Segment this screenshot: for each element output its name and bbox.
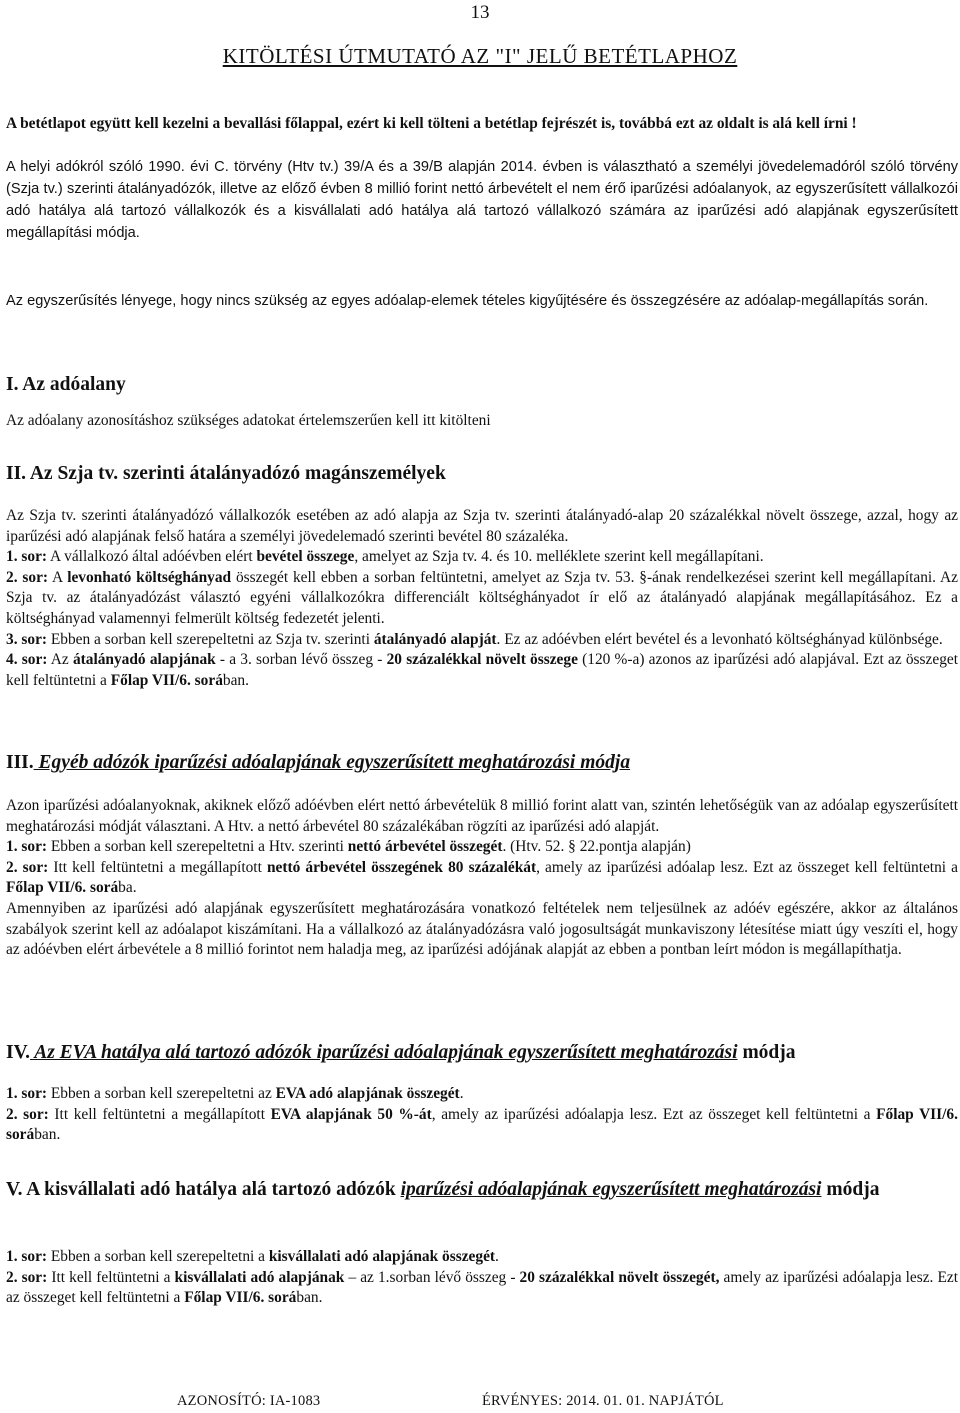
section-4-row-1 xyxy=(6,1084,958,1105)
row-label: 4. sor: xyxy=(6,651,48,669)
row-text: . xyxy=(495,1248,499,1265)
row-bold-text: EVA adó alapjának összegét xyxy=(275,1085,460,1102)
row-text: - a 3. sorban lévő összeg - xyxy=(215,651,387,669)
row-text: . xyxy=(459,1085,464,1102)
section-2-row-1 xyxy=(6,547,958,568)
row-bold-text: EVA alapjának 50 %-át xyxy=(270,1105,432,1123)
section-4-heading xyxy=(6,1040,958,1066)
row-text: A vállalkozó által adóévben elért xyxy=(47,548,257,566)
row-bold-text: kisvállalati adó alapjának összegét xyxy=(268,1248,496,1265)
section-2-intro: Az Szja tv. szerinti átalányadózó vállalkozók esetében az adó alapja az Szja tv. szerinti átalányadó-alap 20 százalékkal növelt összege, azzal, hogy az iparűzési adó alapjának felső határa a személyi jövedelemadó szerinti bevétel 80 százaléka. xyxy=(6,507,958,545)
row-text: Az xyxy=(47,651,73,669)
page-title: KITÖLTÉSI ÚTMUTATÓ AZ "I" JELŰ BETÉTLAPHOZ xyxy=(222,44,738,68)
row-label: 3. sor: xyxy=(6,630,48,648)
row-bold-text: nettó árbevétel összegének 80 százalékát xyxy=(266,858,537,876)
row-text: Ebben a sorban kell szerepeltetni az xyxy=(47,1085,276,1102)
row-text: összegét kell ebben a sorban feltüntetni, amelyet az Szja tv. 53. §-ának rendelkezései szerint kell megállapítani. Az Szja tv. az átalányadózást választó egyéni vállalkozókra differenciált költséghányadot ír elő az átalányadó alapjának megállapításához. Ez a költséghányad valamennyi felmerült költség fedezetét jelenti. xyxy=(6,568,958,627)
heading-text: V. A kisvállalati adó hatálya alá tartozó adózók xyxy=(6,1179,401,1200)
row-text: amely az iparűzési adóalapja lesz. Ezt az összeget kell feltüntetni a xyxy=(6,1268,958,1307)
intro-paragraph-3 xyxy=(6,290,958,312)
intro-p2-sans-text: A helyi adókról szóló 1990. évi C. törvény (Htv tv.) 39/A és a 39/B alapján 2014. évben is választható a személyi jövedelemadóról szóló törvény (Szja tv.) xyxy=(6,159,958,197)
heading-tail: módja xyxy=(821,1179,880,1200)
heading-number: III. xyxy=(6,752,34,773)
row-bold-text: átalányadó alapját xyxy=(373,630,497,648)
page-number: 13 xyxy=(470,2,490,23)
row-text: Ebben a sorban kell szerepeltetni az Szja tv. szerinti xyxy=(47,630,374,648)
heading-number: IV. xyxy=(6,1042,31,1063)
row-label: 2. sor: xyxy=(6,1105,49,1123)
intro-paragraph-2 xyxy=(6,156,958,244)
row-text: – az 1.sorban lévő összeg - xyxy=(344,1268,520,1286)
footer-identifier: AZONOSÍTÓ: IA-1083 xyxy=(177,1393,321,1409)
intro-p2-rest-text: szerinti átalányadózók, illetve az előző évben 8 millió forint nettó árbevételt el nem érő iparűzési adóalanyok, az egyszerűsített vállalkozói adó hatálya alá tartozó vállalkozók és a kisvállalati adó hatálya alá tartozó vállalkozó számára az iparűzési adó alapjának egyszerűsített megállapítási módja. xyxy=(6,181,958,241)
section-2-row-3 xyxy=(6,630,958,651)
row-text: Itt kell feltüntetni a megállapított xyxy=(48,858,267,876)
row-bold-text: bevétel összege xyxy=(256,548,355,566)
row-text: Itt kell feltüntetni a megállapított xyxy=(48,1105,271,1123)
section-3-row-1 xyxy=(6,837,958,858)
row-text: ban. xyxy=(296,1289,323,1307)
heading-text: Egyéb adózók iparűzési adóalapjának egyszerűsített meghatározási módja xyxy=(33,752,631,773)
row-text: , amelyet az Szja tv. 4. és 10. melléklete szerint kell megállapítani. xyxy=(354,548,764,566)
intro-p3-text: Az egyszerűsítés lényege, hogy nincs szükség az egyes adóalap-elemek tételes kigyűjtésére és összegzésére az adóalap-megállapítás során. xyxy=(6,293,929,309)
row-bold-text: átalányadó alapjának xyxy=(72,651,216,669)
row-text: ba. xyxy=(118,879,137,897)
section-4-row-2 xyxy=(6,1105,958,1146)
heading-text: Az EVA hatálya alá tartozó adózók iparűzési adóalapjának egyszerűsített meghatározási xyxy=(30,1042,738,1063)
row-bold-text: Főlap VII/6. sorá xyxy=(6,1105,958,1144)
row-bold-text: levonható költséghányad xyxy=(67,568,232,586)
row-text: . (Htv. 52. § 22.pontja alapján) xyxy=(502,838,691,856)
section-2-row-4 xyxy=(6,650,958,691)
row-bold-text: 20 százalékkal növelt összege xyxy=(386,651,578,669)
intro-paragraph-1 xyxy=(6,114,958,135)
row-bold-text: kisvállalati adó alapjának xyxy=(174,1268,345,1286)
section-3-paragraph-extra: Amennyiben az iparűzési adó alapjának egyszerűsített meghatározására vonatkozó feltételek nem teljesülnek az adóév egészére, akkor az általános szabályok szerint kell az adóalapot kiszámítani. Ha a vállalkozó az átalányadózásra való jogosultságát munkaviszony létesítése miatt úgy veszíti el, hogy az adóévben elért árbevétele a 8 millió forintot nem haladja meg, az iparűzési adójának alapját az ebben a pontban leírt módon is megállapíthatja. xyxy=(6,899,958,959)
row-bold-text: Főlap VII/6. sorá xyxy=(6,879,119,897)
section-4-body xyxy=(6,1084,958,1146)
row-text: . Ez az adóévben elért bevétel és a levonható költséghányad különbsége. xyxy=(496,630,943,648)
row-label: 2. sor: xyxy=(6,858,49,876)
row-label: 1. sor: xyxy=(6,1248,48,1265)
row-text: , amely az iparűzési adóalapja lesz. Ezt az összeget kell feltüntetni a xyxy=(431,1105,877,1123)
section-2-row-2 xyxy=(6,568,958,630)
row-label: 1. sor: xyxy=(6,548,48,566)
section-1-heading: I. Az adóalany xyxy=(6,374,126,395)
row-bold-text: Főlap VII/6. sorá xyxy=(110,671,223,689)
section-2-body xyxy=(6,506,958,691)
row-text: ban. xyxy=(222,671,249,689)
footer-validity: ÉRVÉNYES: 2014. 01. 01. NAPJÁTÓL xyxy=(482,1393,724,1409)
row-label: 2. sor: xyxy=(6,568,49,586)
section-5-heading xyxy=(6,1176,958,1204)
heading-tail: módja xyxy=(737,1042,796,1063)
intro-p1-text: A betétlapot együtt kell kezelni a bevallási főlappal, ezért ki kell tölteni a betétlap fejrészét is, továbbá ezt az oldalt is alá kell írni ! xyxy=(6,115,857,132)
row-label: 1. sor: xyxy=(6,838,48,856)
row-text: (120 %-a) azonos az iparűzési adó alapjával. Ezt az összeget kell feltüntetni a xyxy=(6,651,959,689)
row-label: 1. sor: xyxy=(6,1085,48,1102)
row-text: , amely az iparűzési adóalap lesz. Ezt az összeget kell feltüntetni a xyxy=(536,858,958,876)
row-text: Ebben a sorban kell szerepeltetni a xyxy=(47,1248,269,1265)
section-1-text: Az adóalany azonosításhoz szükséges adatokat értelemszerűen kell itt kitölteni xyxy=(6,412,491,429)
section-3-row-2 xyxy=(6,858,958,899)
section-5-row-1 xyxy=(6,1247,958,1268)
section-3-heading xyxy=(6,750,958,776)
row-bold-text: 20 százalékkal növelt összegét, xyxy=(519,1268,720,1286)
row-text: A xyxy=(48,568,68,586)
section-3-intro: Azon iparűzési adóalanyoknak, akiknek előző adóévben elért nettó árbevételük 8 millió forint alatt van, szintén lehetőségük van az adóalap egyszerűsített meghatározási módját választani. A Htv. a nettó árbevétel 80 százalékában rögzíti az iparűzési adó alapját. xyxy=(6,797,958,835)
row-label: 2. sor: xyxy=(6,1268,48,1286)
row-text: ban. xyxy=(34,1126,61,1144)
row-bold-text: nettó árbevétel összegét xyxy=(347,838,503,856)
row-text: Ebben a sorban kell szerepeltetni a Htv. szerinti xyxy=(47,838,348,856)
section-5-row-2 xyxy=(6,1268,958,1309)
row-bold-text: Főlap VII/6. sorá xyxy=(184,1289,297,1307)
section-3-body xyxy=(6,796,958,961)
section-2-heading: II. Az Szja tv. szerinti átalányadózó magánszemélyek xyxy=(6,463,446,484)
row-text: Itt kell feltüntetni a xyxy=(47,1268,175,1286)
heading-italic-text: iparűzési adóalapjának egyszerűsített meghatározási xyxy=(400,1179,822,1200)
section-5-body xyxy=(6,1247,958,1309)
